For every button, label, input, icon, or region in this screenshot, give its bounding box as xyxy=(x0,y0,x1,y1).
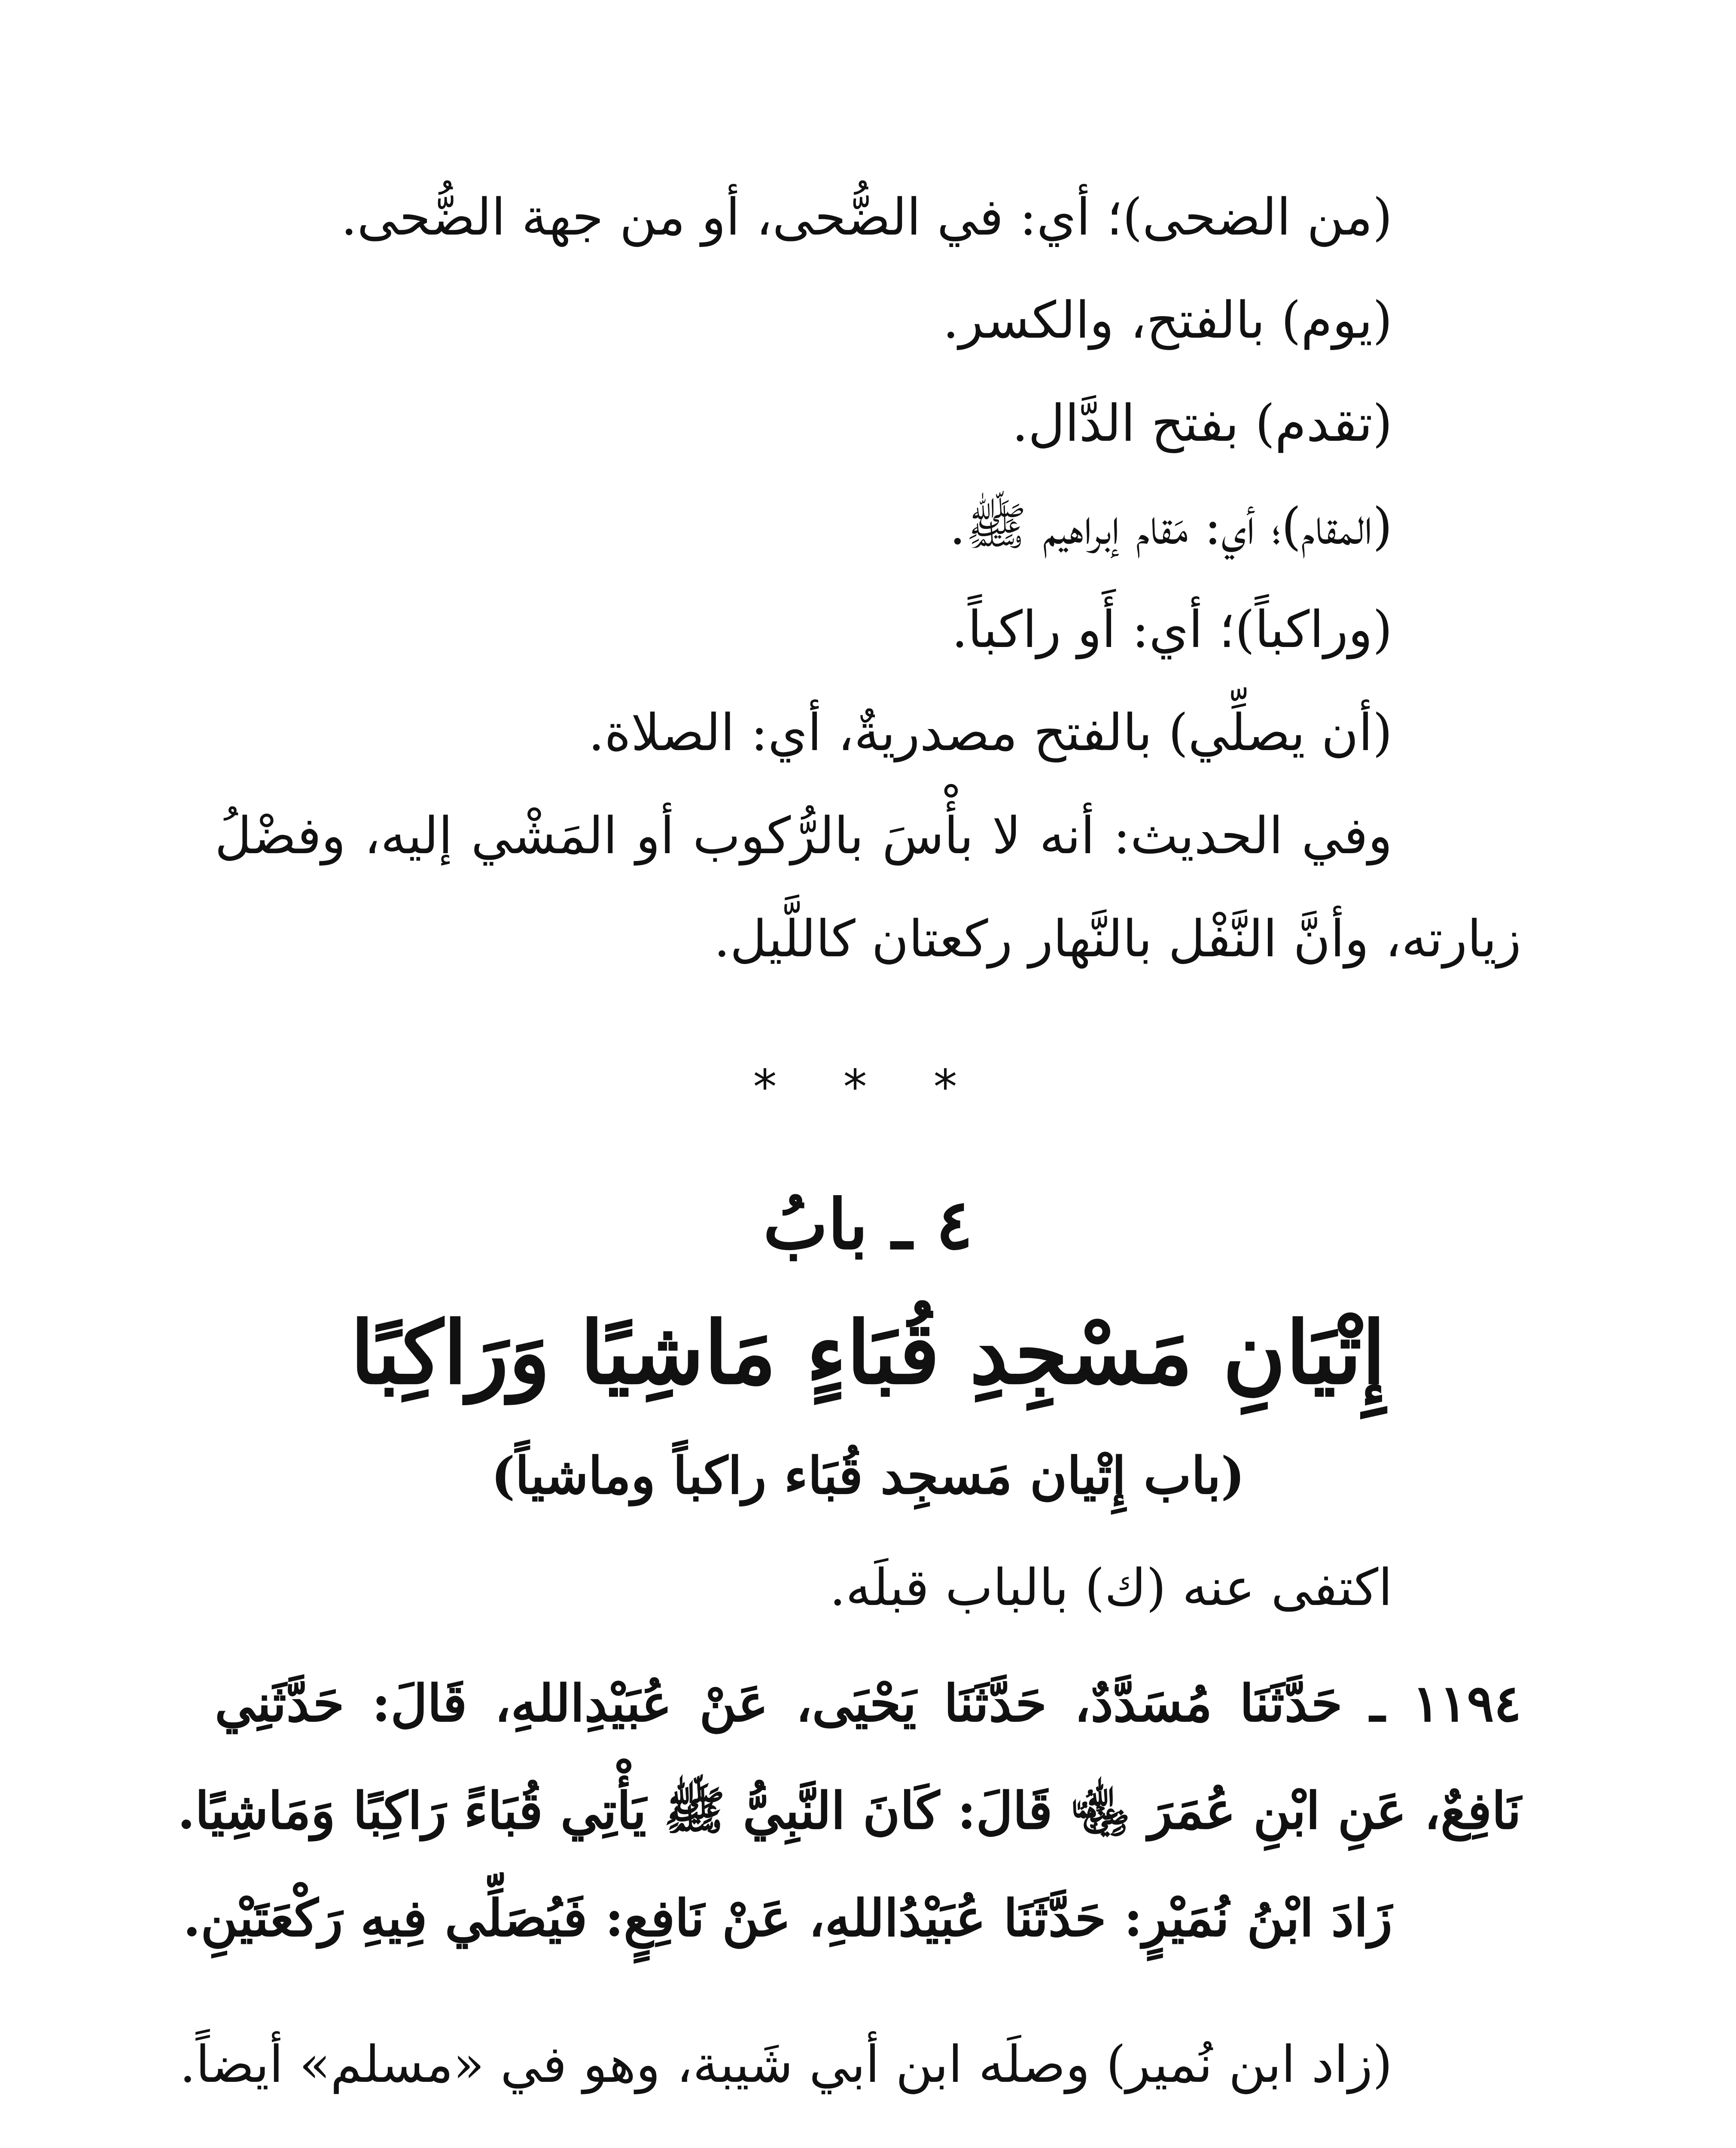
commentary-note: اكتفى عنه (ك) بالباب قبلَه. xyxy=(829,1558,1392,1617)
commentary-line-1: (من الضحى)؛ أي: في الضُّحى، أو من جهة الضُّحى. xyxy=(341,187,1392,247)
commentary-line-8: زيارته، وأنَّ النَّفْل بالنَّهار ركعتان كاللَّيل. xyxy=(714,909,1521,968)
commentary-line-6: (أن يصلِّي) بالفتح مصدريةٌ، أي: الصلاة. xyxy=(588,703,1392,762)
chapter-title: إِتْيَانِ مَسْجِدِ قُبَاءٍ مَاشِيًا وَرَاكِبًا xyxy=(350,1303,1386,1404)
section-separator: * * * xyxy=(753,1059,983,1114)
hadith-line-2: نَافِعٌ، عَنِ ابْنِ عُمَرَ ﵄ قَالَ: كَانَ النَّبِيُّ ﷺ يَأْتِي قُبَاءً رَاكِبًا وَمَاشِيًا. xyxy=(177,1781,1521,1840)
chapter-number: ٤ ـ بابُ xyxy=(763,1184,973,1265)
hadith-line-3: زَادَ ابْنُ نُمَيْرٍ: حَدَّثَنَا عُبَيْدُاللهِ، عَنْ نَافِعٍ: فَيُصَلِّي فِيهِ رَكْعَتَيْنِ. xyxy=(183,1888,1392,1948)
commentary-bottom: (زاد ابن نُمير) وصلَه ابن أبي شَيبة، وهو في «مسلم» أيضاً. xyxy=(180,2035,1392,2094)
commentary-line-5: (وراكباً)؛ أي: أَو راكباً. xyxy=(951,600,1392,659)
commentary-line-7: وفي الحديث: أنه لا بأْسَ بالرُّكوب أو المَشْي إليه، وفضْلُ xyxy=(215,806,1392,865)
commentary-line-3: (تقدم) بفتح الدَّال. xyxy=(1012,394,1392,453)
commentary-heading: (باب إِتْيان مَسجِد قُبَاء راكباً وماشياً) xyxy=(491,1446,1245,1505)
commentary-line-4: (المقام)؛ أي: مَقام إبراهيم ﷺ. xyxy=(949,497,1392,556)
commentary-line-2: (يوم) بالفتح، والكسر. xyxy=(942,290,1392,350)
hadith-line-1: ١١٩٤ ـ حَدَّثَنَا مُسَدَّدٌ، حَدَّثَنَا يَحْيَى، عَنْ عُبَيْدِاللهِ، قَالَ: حَدَّثَنِي xyxy=(215,1673,1521,1733)
